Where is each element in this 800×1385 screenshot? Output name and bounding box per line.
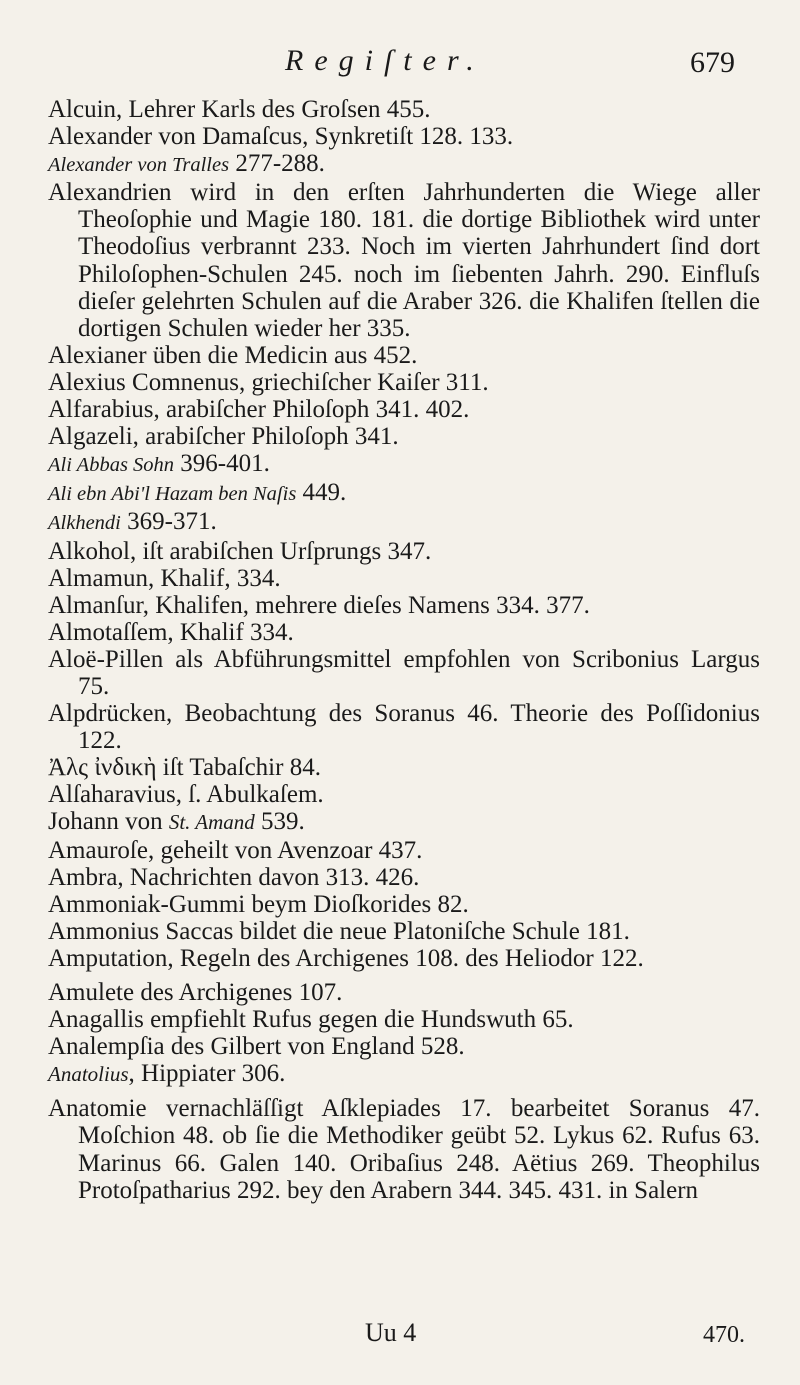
register-entry: [48, 1006, 760, 1033]
entry-text: Aloë-Pillen als Abführungsmittel empfohlen von Scribonius Largus 75.: [48, 645, 760, 700]
page-header: [0, 38, 800, 88]
register-entry: [48, 508, 760, 537]
register-entry: [48, 781, 760, 808]
register-entry: [48, 619, 760, 646]
register-entry: [48, 123, 760, 150]
entry-text: Ἀλς ἰνδικὴ iſt Tabaſchir 84.: [48, 754, 321, 782]
register-entry: [48, 700, 760, 754]
register-entry: [48, 754, 760, 781]
entry-text: Almamun, Khalif, 334.: [48, 564, 281, 592]
entry-text: Almotaſſem, Khalif 334.: [48, 618, 294, 646]
entry-text: Alkhendi: [48, 512, 121, 535]
register-entry: [48, 891, 760, 918]
catchword: 470.: [703, 1322, 745, 1348]
register-entries: [48, 96, 760, 1204]
entry-text: Alpdrücken, Beobachtung des Soranus 46. Theorie des Poſſidonius 122.: [48, 700, 760, 755]
entry-text: Alſaharavius, ſ. Abulkaſem.: [48, 781, 324, 809]
entry-text: Almanſur, Khalifen, mehrere dieſes Namens 334. 377.: [48, 591, 590, 619]
register-entry: [48, 450, 760, 479]
entry-text: Alexander von Damaſcus, Synkretiſt 128. 133.: [48, 123, 514, 151]
entry-text: Ambra, Nachrichten davon 313. 426.: [48, 863, 420, 891]
register-entry: [48, 592, 760, 619]
register-entry: [48, 808, 760, 836]
entry-text: 369-371.: [120, 508, 217, 536]
register-entry: [48, 369, 760, 396]
entry-text: Amauroſe, geheilt von Avenzoar 437.: [48, 836, 423, 864]
entry-text: 449.: [296, 479, 347, 507]
entry-text: , Hippiater 306.: [128, 1060, 286, 1088]
register-entry: [48, 918, 760, 945]
entry-text: Ammoniak-Gummi beym Dioſkorides 82.: [48, 890, 469, 918]
register-entry: [48, 150, 760, 179]
register-entry: [48, 423, 760, 450]
entry-text: Alexander von Tralles: [48, 154, 230, 177]
register-entry: [48, 396, 760, 423]
register-entry: [48, 945, 760, 972]
entry-text: Analempſia des Gilbert von England 528.: [48, 1033, 465, 1061]
entry-text: Alexandrien wird in den erſten Jahrhunderten die Wiege aller Theoſophie und Magie 180. 181. die dortige Bibliothek wird unter Theodoſius verbrannt 233. Noch im vierten Jahrhundert ſind dort Philoſophen-Schulen 245. noch im ſiebenten Jahrh. 290. Einfluſs dieſer gelehrten Schulen auf die Araber 326. die Khalifen ſtellen die dortigen Schulen wieder her 335.: [48, 179, 760, 342]
entry-text: Amputation, Regeln des Archigenes 108. des Heliodor 122.: [48, 944, 644, 972]
entry-text: Amulete des Archigenes 107.: [48, 979, 343, 1006]
entry-text: Algazeli, arabiſcher Philoſoph 341.: [48, 423, 399, 451]
register-entry: [48, 538, 760, 565]
register-entry: [48, 565, 760, 592]
entry-text: Alkohol, iſt arabiſchen Urſprungs 347.: [48, 537, 432, 565]
register-entry: [48, 179, 760, 342]
register-entry: [48, 1095, 760, 1203]
register-entry: [48, 96, 760, 123]
register-entry: [48, 479, 760, 508]
register-entry: [48, 837, 760, 864]
entry-text: Alexianer üben die Medicin aus 452.: [48, 341, 418, 369]
register-entry: [48, 342, 760, 369]
entry-text: Anagallis empfiehlt Rufus gegen die Hundswuth 65.: [48, 1006, 574, 1034]
register-entry: [48, 979, 760, 1006]
entry-text: Alcuin, Lehrer Karls des Groſsen 455.: [48, 96, 431, 123]
entry-text: St. Amand: [168, 810, 255, 835]
register-entry: [48, 864, 760, 891]
entry-text: Ammonius Saccas bildet die neue Platoniſche Schule 181.: [48, 917, 630, 945]
entry-text: Alexius Comnenus, griechiſcher Kaiſer 311.: [48, 368, 489, 396]
register-entry: [48, 1033, 760, 1060]
entry-text: Johann von: [48, 808, 169, 836]
entry-text: 277-288.: [229, 150, 325, 178]
page-footer: [0, 1318, 800, 1354]
entry-text: Ali ebn Abi'l Hazam ben Naſis: [48, 483, 297, 506]
signature-mark: Uu 4: [365, 1318, 417, 1347]
running-title: Regiſter.: [285, 44, 485, 77]
entry-text: 396-401.: [174, 450, 270, 478]
entry-text: Alfarabius, arabiſcher Philoſoph 341. 402.: [48, 396, 470, 424]
entry-text: Ali Abbas Sohn: [48, 454, 175, 477]
entry-text: 539.: [254, 808, 305, 836]
entry-text: Anatolius: [48, 1062, 129, 1087]
register-entry: [48, 646, 760, 700]
entry-text: Anatomie vernachläſſigt Aſklepiades 17. bearbeitet Soranus 47. Moſchion 48. ob ſie die Methodiker geübt 52. Lykus 62. Rufus 63. Marinus 66. Galen 140. Oribaſius 248. Aëtius 269. Theophilus Protoſpatharius 292. bey den Arabern 344. 345. 431. in Salern: [48, 1095, 760, 1204]
register-entry: [48, 1060, 760, 1088]
page-number: 679: [690, 46, 735, 79]
